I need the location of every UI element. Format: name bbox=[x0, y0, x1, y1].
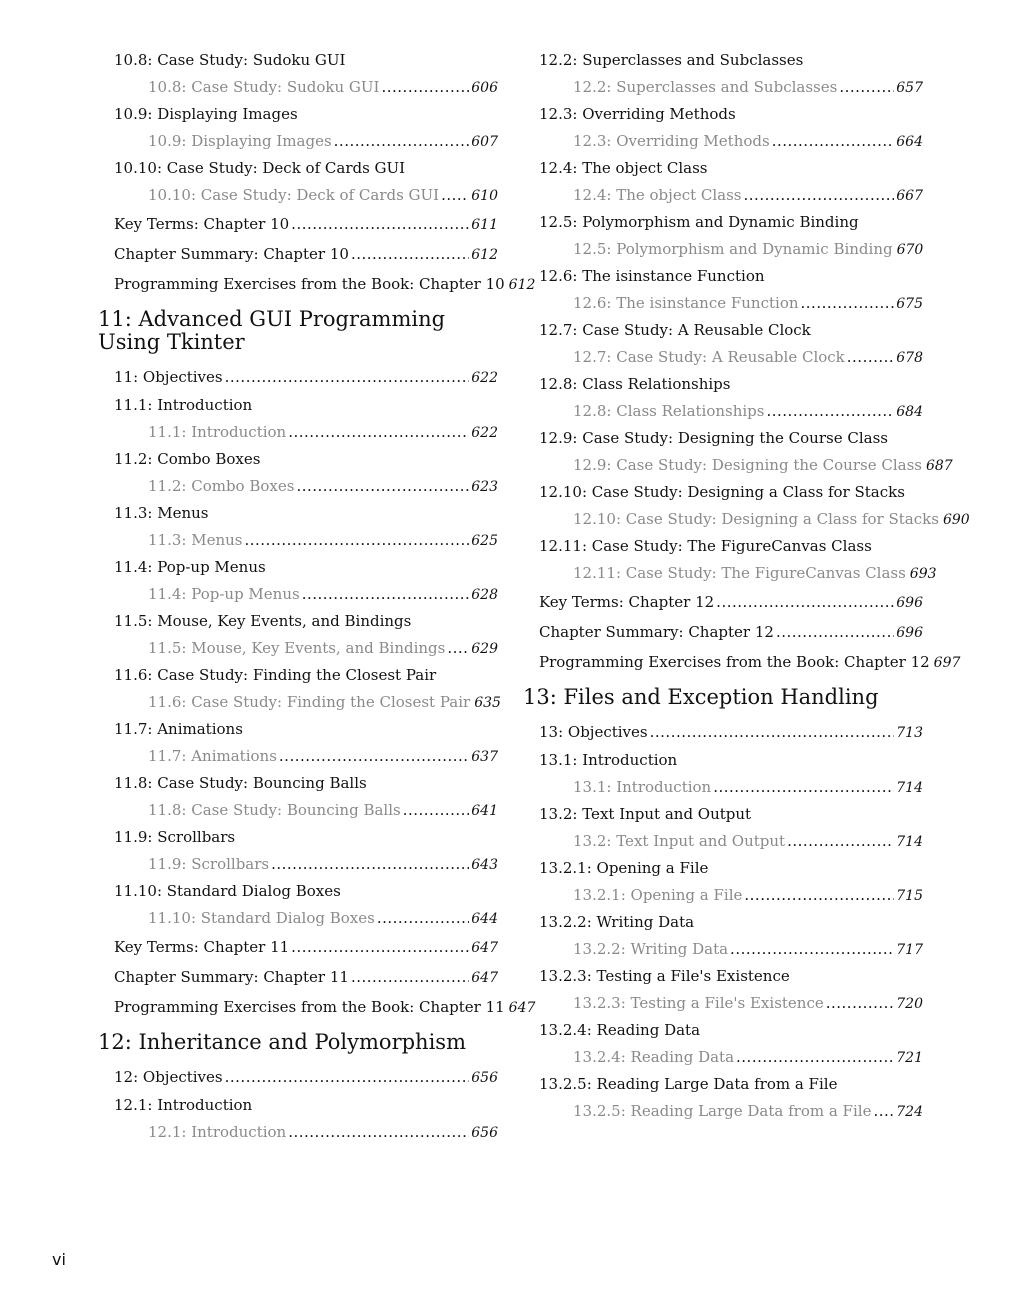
dot-leader bbox=[377, 905, 469, 932]
toc-entry-title: 10.9: Displaying Images bbox=[114, 105, 298, 123]
toc-page-number: 641 bbox=[471, 803, 498, 819]
toc-section-heading[interactable] bbox=[523, 963, 923, 990]
toc-entry-title: Programming Exercises from the Book: Chapter 12 bbox=[539, 653, 930, 671]
toc-section-heading[interactable] bbox=[523, 155, 923, 182]
dot-leader bbox=[744, 182, 895, 209]
toc-entry[interactable] bbox=[523, 617, 923, 647]
toc-entry-title: 10.10: Case Study: Deck of Cards GUI bbox=[114, 159, 406, 177]
dot-leader bbox=[381, 74, 469, 101]
toc-section-heading[interactable] bbox=[98, 716, 498, 743]
toc-page-number: 622 bbox=[471, 425, 498, 441]
toc-subentry[interactable] bbox=[523, 1098, 923, 1125]
dot-leader bbox=[713, 774, 894, 801]
toc-subentry[interactable] bbox=[523, 236, 923, 263]
dot-leader bbox=[839, 74, 894, 101]
toc-entry-title: 11.10: Standard Dialog Boxes bbox=[114, 882, 341, 900]
toc-subentry[interactable] bbox=[523, 344, 923, 371]
toc-entry-title: 11.8: Case Study: Bouncing Balls bbox=[114, 774, 367, 792]
chapter-heading[interactable]: 13: Files and Exception Handling bbox=[523, 685, 879, 709]
toc-entry-title: 11.10: Standard Dialog Boxes bbox=[148, 909, 375, 927]
toc-page-number: 623 bbox=[471, 479, 498, 495]
toc-entry[interactable] bbox=[98, 992, 536, 1022]
dot-leader bbox=[736, 1044, 894, 1071]
toc-entry-title: 13.2.3: Testing a File's Existence bbox=[539, 967, 790, 985]
toc-subentry[interactable] bbox=[98, 527, 498, 554]
toc-entry-title: 13.1: Introduction bbox=[539, 751, 678, 769]
dot-leader bbox=[787, 828, 894, 855]
toc-entry-title: 10.10: Case Study: Deck of Cards GUI bbox=[148, 186, 440, 204]
toc-entry-title: 12.6: The isinstance Function bbox=[539, 267, 765, 285]
toc-page-number: 684 bbox=[896, 404, 923, 420]
toc-entry-title: 12.11: Case Study: The FigureCanvas Class bbox=[573, 564, 906, 582]
toc-subentry[interactable] bbox=[523, 74, 923, 101]
toc-entry-title: 11.6: Case Study: Finding the Closest Pair bbox=[148, 693, 471, 711]
toc-page-number: 693 bbox=[909, 566, 937, 582]
toc-page-number: 690 bbox=[942, 512, 970, 528]
toc-section-heading[interactable] bbox=[98, 1092, 498, 1119]
toc-entry-title: 11.1: Introduction bbox=[148, 423, 287, 441]
toc-entry-title: 12.6: The isinstance Function bbox=[573, 294, 799, 312]
toc-entry-title: 12.8: Class Relationships bbox=[539, 375, 731, 393]
dot-leader bbox=[302, 581, 470, 608]
toc-subentry[interactable] bbox=[98, 1119, 498, 1146]
toc-entry-title: 13.2.5: Reading Large Data from a File bbox=[573, 1102, 872, 1120]
toc-entry-title: 11.2: Combo Boxes bbox=[114, 450, 261, 468]
toc-subentry[interactable] bbox=[523, 560, 937, 587]
toc-section-heading[interactable] bbox=[523, 1071, 923, 1098]
toc-page-number: 678 bbox=[896, 350, 923, 366]
dot-leader bbox=[873, 1098, 894, 1125]
toc-entry-title: 11.8: Case Study: Bouncing Balls bbox=[148, 801, 401, 819]
toc-subentry[interactable] bbox=[98, 635, 498, 662]
toc-section-heading[interactable] bbox=[98, 101, 498, 128]
toc-subentry[interactable] bbox=[98, 743, 498, 770]
toc-section-heading[interactable] bbox=[523, 371, 923, 398]
toc-page-number: 717 bbox=[896, 942, 923, 958]
toc-entry-title: 13.2.4: Reading Data bbox=[573, 1048, 735, 1066]
toc-section-heading[interactable] bbox=[98, 155, 498, 182]
toc-page-number: 629 bbox=[471, 641, 498, 657]
dot-leader bbox=[847, 344, 895, 371]
toc-entry-title: 12.2: Superclasses and Subclasses bbox=[573, 78, 838, 96]
toc-entry-title: 13.2.2: Writing Data bbox=[573, 940, 729, 958]
toc-entry-title: 11.2: Combo Boxes bbox=[148, 477, 295, 495]
toc-page-number: 637 bbox=[471, 749, 498, 765]
toc-entry-title: Key Terms: Chapter 12 bbox=[539, 593, 715, 611]
toc-entry-title: 12: Objectives bbox=[114, 1068, 223, 1086]
toc-page-number: 611 bbox=[471, 217, 498, 233]
toc-subentry[interactable] bbox=[523, 774, 923, 801]
toc-page-number: 675 bbox=[896, 296, 923, 312]
toc-entry-title: 13.2: Text Input and Output bbox=[539, 805, 752, 823]
toc-entry-title: 12.4: The object Class bbox=[573, 186, 742, 204]
toc-subentry[interactable] bbox=[523, 128, 923, 155]
toc-section-heading[interactable] bbox=[98, 662, 498, 689]
toc-entry-title: 12.1: Introduction bbox=[148, 1123, 287, 1141]
toc-entry-title: Key Terms: Chapter 11 bbox=[114, 938, 290, 956]
toc-entry-title: 11.5: Mouse, Key Events, and Bindings bbox=[114, 612, 412, 630]
toc-entry-title: 12.7: Case Study: A Reusable Clock bbox=[573, 348, 845, 366]
toc-page-number: 606 bbox=[471, 80, 498, 96]
dot-leader bbox=[296, 473, 469, 500]
dot-leader bbox=[291, 209, 469, 239]
toc-entry[interactable] bbox=[98, 209, 498, 239]
toc-section-heading[interactable] bbox=[523, 801, 923, 828]
toc-entry-title: 12.10: Case Study: Designing a Class for Stacks bbox=[539, 483, 905, 501]
dot-leader bbox=[730, 936, 894, 963]
dot-leader bbox=[225, 1062, 470, 1092]
toc-entry-title: Chapter Summary: Chapter 10 bbox=[114, 245, 349, 263]
toc-section-heading[interactable] bbox=[523, 425, 923, 452]
toc-page-number: 664 bbox=[896, 134, 923, 150]
toc-section-heading[interactable] bbox=[523, 479, 923, 506]
toc-entry-title: Chapter Summary: Chapter 12 bbox=[539, 623, 774, 641]
toc-page-number: 714 bbox=[896, 780, 923, 796]
toc-entry[interactable] bbox=[523, 717, 923, 747]
toc-entry-title: 12.4: The object Class bbox=[539, 159, 708, 177]
dot-leader bbox=[271, 851, 469, 878]
toc-page-number: 715 bbox=[896, 888, 923, 904]
toc-entry-title: 12.2: Superclasses and Subclasses bbox=[539, 51, 804, 69]
toc-section-heading[interactable] bbox=[523, 263, 923, 290]
toc-subentry[interactable] bbox=[523, 1044, 923, 1071]
toc-subentry[interactable] bbox=[523, 452, 953, 479]
toc-section-heading[interactable] bbox=[98, 608, 498, 635]
toc-entry-title: 12.10: Case Study: Designing a Class for Stacks bbox=[573, 510, 939, 528]
toc-page-number: 612 bbox=[471, 247, 498, 263]
toc-subentry[interactable] bbox=[523, 828, 923, 855]
toc-subentry[interactable] bbox=[523, 290, 923, 317]
toc-entry-title: 13.1: Introduction bbox=[573, 778, 712, 796]
toc-entry-title: 13.2.3: Testing a File's Existence bbox=[573, 994, 824, 1012]
dot-leader bbox=[288, 1119, 469, 1146]
toc-page-number: 607 bbox=[471, 134, 498, 150]
toc-entry-title: 12.3: Overriding Methods bbox=[539, 105, 736, 123]
toc-section-heading[interactable] bbox=[98, 446, 498, 473]
toc-page-number: 720 bbox=[896, 996, 923, 1012]
dot-leader bbox=[244, 527, 469, 554]
toc-subentry[interactable] bbox=[98, 182, 498, 209]
toc-entry-title: Programming Exercises from the Book: Chapter 11 bbox=[114, 998, 505, 1016]
dot-leader bbox=[291, 932, 469, 962]
dot-leader bbox=[351, 239, 469, 269]
toc-page-number: 656 bbox=[471, 1125, 498, 1141]
dot-leader bbox=[766, 398, 894, 425]
toc-entry-title: 11.9: Scrollbars bbox=[114, 828, 236, 846]
chapter-heading[interactable]: 11: Advanced GUI Programming Using Tkinter bbox=[98, 307, 446, 354]
toc-entry-title: Key Terms: Chapter 10 bbox=[114, 215, 290, 233]
dot-leader bbox=[403, 797, 470, 824]
toc-page-number: 724 bbox=[896, 1104, 923, 1120]
toc-entry[interactable] bbox=[98, 269, 536, 299]
dot-leader bbox=[801, 290, 895, 317]
toc-section-heading[interactable] bbox=[523, 209, 923, 236]
dot-leader bbox=[441, 182, 469, 209]
toc-entry-title: 13.2.2: Writing Data bbox=[539, 913, 695, 931]
toc-subentry[interactable] bbox=[523, 936, 923, 963]
toc-page-number: 612 bbox=[508, 277, 536, 293]
toc-entry-title: 12.9: Case Study: Designing the Course Class bbox=[573, 456, 922, 474]
toc-entry[interactable] bbox=[98, 239, 498, 269]
toc-entry[interactable] bbox=[98, 962, 498, 992]
dot-leader bbox=[650, 717, 895, 747]
dot-leader bbox=[351, 962, 469, 992]
toc-entry-title: 11.7: Animations bbox=[114, 720, 243, 738]
toc-left-column bbox=[98, 47, 536, 1146]
toc-section-heading[interactable] bbox=[98, 47, 498, 74]
dot-leader bbox=[826, 990, 895, 1017]
toc-subentry[interactable] bbox=[98, 419, 498, 446]
toc-page-number: 628 bbox=[471, 587, 498, 603]
toc-entry-title: 11.3: Menus bbox=[114, 504, 209, 522]
toc-entry-title: 13.2: Text Input and Output bbox=[573, 832, 786, 850]
toc-entry-title: 11.4: Pop-up Menus bbox=[148, 585, 300, 603]
toc-entry-title: 11.4: Pop-up Menus bbox=[114, 558, 266, 576]
toc-entry-title: 13.2.1: Opening a File bbox=[539, 859, 709, 877]
toc-page-number: 610 bbox=[471, 188, 498, 204]
toc-section-heading[interactable] bbox=[98, 554, 498, 581]
toc-entry-title: 11.9: Scrollbars bbox=[148, 855, 270, 873]
toc-entry[interactable] bbox=[98, 1062, 498, 1092]
toc-page-number: 625 bbox=[471, 533, 498, 549]
dot-leader bbox=[225, 362, 470, 392]
toc-section-heading[interactable] bbox=[98, 824, 498, 851]
toc-entry-title: 13: Objectives bbox=[539, 723, 648, 741]
toc-page-number: 647 bbox=[471, 940, 498, 956]
toc-entry-title: 12.5: Polymorphism and Dynamic Binding bbox=[573, 240, 893, 258]
toc-entry-title: 12.3: Overriding Methods bbox=[573, 132, 770, 150]
toc-subentry[interactable] bbox=[98, 581, 498, 608]
toc-entry-title: 10.9: Displaying Images bbox=[148, 132, 332, 150]
toc-subentry[interactable] bbox=[98, 851, 498, 878]
toc-section-heading[interactable] bbox=[98, 500, 498, 527]
toc-page-number: 644 bbox=[471, 911, 498, 927]
toc-entry-title: 13.2.1: Opening a File bbox=[573, 886, 743, 904]
toc-page-number: 721 bbox=[896, 1050, 923, 1066]
toc-entry-title: 12.8: Class Relationships bbox=[573, 402, 765, 420]
dot-leader bbox=[288, 419, 469, 446]
toc-section-heading[interactable] bbox=[98, 770, 498, 797]
toc-section-heading[interactable] bbox=[523, 1017, 923, 1044]
toc-subentry[interactable] bbox=[98, 689, 501, 716]
toc-subentry[interactable] bbox=[98, 473, 498, 500]
toc-entry-title: 11.1: Introduction bbox=[114, 396, 253, 414]
toc-entry-title: 12.7: Case Study: A Reusable Clock bbox=[539, 321, 811, 339]
toc-section-heading[interactable] bbox=[523, 101, 923, 128]
toc-entry-title: 13.2.5: Reading Large Data from a File bbox=[539, 1075, 838, 1093]
toc-page-number: 643 bbox=[471, 857, 498, 873]
toc-entry-title: 11.3: Menus bbox=[148, 531, 243, 549]
toc-entry-title: 11.6: Case Study: Finding the Closest Pair bbox=[114, 666, 437, 684]
chapter-heading[interactable]: 12: Inheritance and Polymorphism bbox=[98, 1030, 466, 1054]
toc-entry-title: 12.9: Case Study: Designing the Course Class bbox=[539, 429, 888, 447]
dot-leader bbox=[279, 743, 469, 770]
toc-entry[interactable] bbox=[523, 587, 923, 617]
toc-entry-title: 10.8: Case Study: Sudoku GUI bbox=[114, 51, 346, 69]
toc-entry[interactable] bbox=[523, 647, 961, 677]
toc-page-number: 622 bbox=[471, 370, 498, 386]
toc-subentry[interactable] bbox=[523, 506, 970, 533]
toc-entry-title: 12.5: Polymorphism and Dynamic Binding bbox=[539, 213, 859, 231]
toc-section-heading[interactable] bbox=[98, 878, 498, 905]
toc-page-number: 714 bbox=[896, 834, 923, 850]
toc-entry-title: 11.7: Animations bbox=[148, 747, 277, 765]
dot-leader bbox=[744, 882, 894, 909]
toc-page-number: 713 bbox=[896, 725, 923, 741]
toc-subentry[interactable] bbox=[523, 182, 923, 209]
toc-section-heading[interactable] bbox=[523, 855, 923, 882]
dot-leader bbox=[334, 128, 470, 155]
dot-leader bbox=[776, 617, 894, 647]
toc-entry-title: 10.8: Case Study: Sudoku GUI bbox=[148, 78, 380, 96]
toc-subentry[interactable] bbox=[523, 990, 923, 1017]
toc-page-number: 635 bbox=[474, 695, 501, 711]
toc-page-number: 656 bbox=[471, 1070, 498, 1086]
toc-section-heading[interactable] bbox=[523, 747, 923, 774]
toc-subentry[interactable] bbox=[98, 905, 498, 932]
toc-entry-title: 11.5: Mouse, Key Events, and Bindings bbox=[148, 639, 446, 657]
page-number: vi bbox=[52, 1250, 66, 1269]
toc-subentry[interactable] bbox=[523, 398, 923, 425]
toc-page-number: 647 bbox=[508, 1000, 536, 1016]
toc-section-heading[interactable] bbox=[523, 909, 923, 936]
toc-entry-title: 13.2.4: Reading Data bbox=[539, 1021, 701, 1039]
toc-subentry[interactable] bbox=[523, 882, 923, 909]
dot-leader bbox=[772, 128, 895, 155]
toc-page-number: 687 bbox=[925, 458, 953, 474]
toc-subentry[interactable] bbox=[98, 797, 498, 824]
toc-page-number: 670 bbox=[896, 242, 924, 258]
toc-page-number: 696 bbox=[896, 595, 923, 611]
toc-page-number: 657 bbox=[896, 80, 923, 96]
toc-page-number: 667 bbox=[896, 188, 923, 204]
toc-entry-title: 12.1: Introduction bbox=[114, 1096, 253, 1114]
toc-section-heading[interactable] bbox=[523, 533, 923, 560]
toc-section-heading[interactable] bbox=[523, 47, 923, 74]
toc-entry-title: 11: Objectives bbox=[114, 368, 223, 386]
toc-page-number: 697 bbox=[933, 655, 961, 671]
toc-page-number: 647 bbox=[471, 970, 498, 986]
toc-entry[interactable] bbox=[98, 932, 498, 962]
toc-page-number: 696 bbox=[896, 625, 923, 641]
toc-entry-title: Chapter Summary: Chapter 11 bbox=[114, 968, 349, 986]
dot-leader bbox=[447, 635, 469, 662]
toc-entry-title: Programming Exercises from the Book: Chapter 10 bbox=[114, 275, 505, 293]
toc-right-column bbox=[523, 47, 970, 1125]
toc-subentry[interactable] bbox=[98, 74, 498, 101]
toc-subentry[interactable] bbox=[98, 128, 498, 155]
toc-section-heading[interactable] bbox=[98, 392, 498, 419]
toc-entry-title: 12.11: Case Study: The FigureCanvas Class bbox=[539, 537, 872, 555]
dot-leader bbox=[716, 587, 894, 617]
toc-entry[interactable] bbox=[98, 362, 498, 392]
toc-section-heading[interactable] bbox=[523, 317, 923, 344]
